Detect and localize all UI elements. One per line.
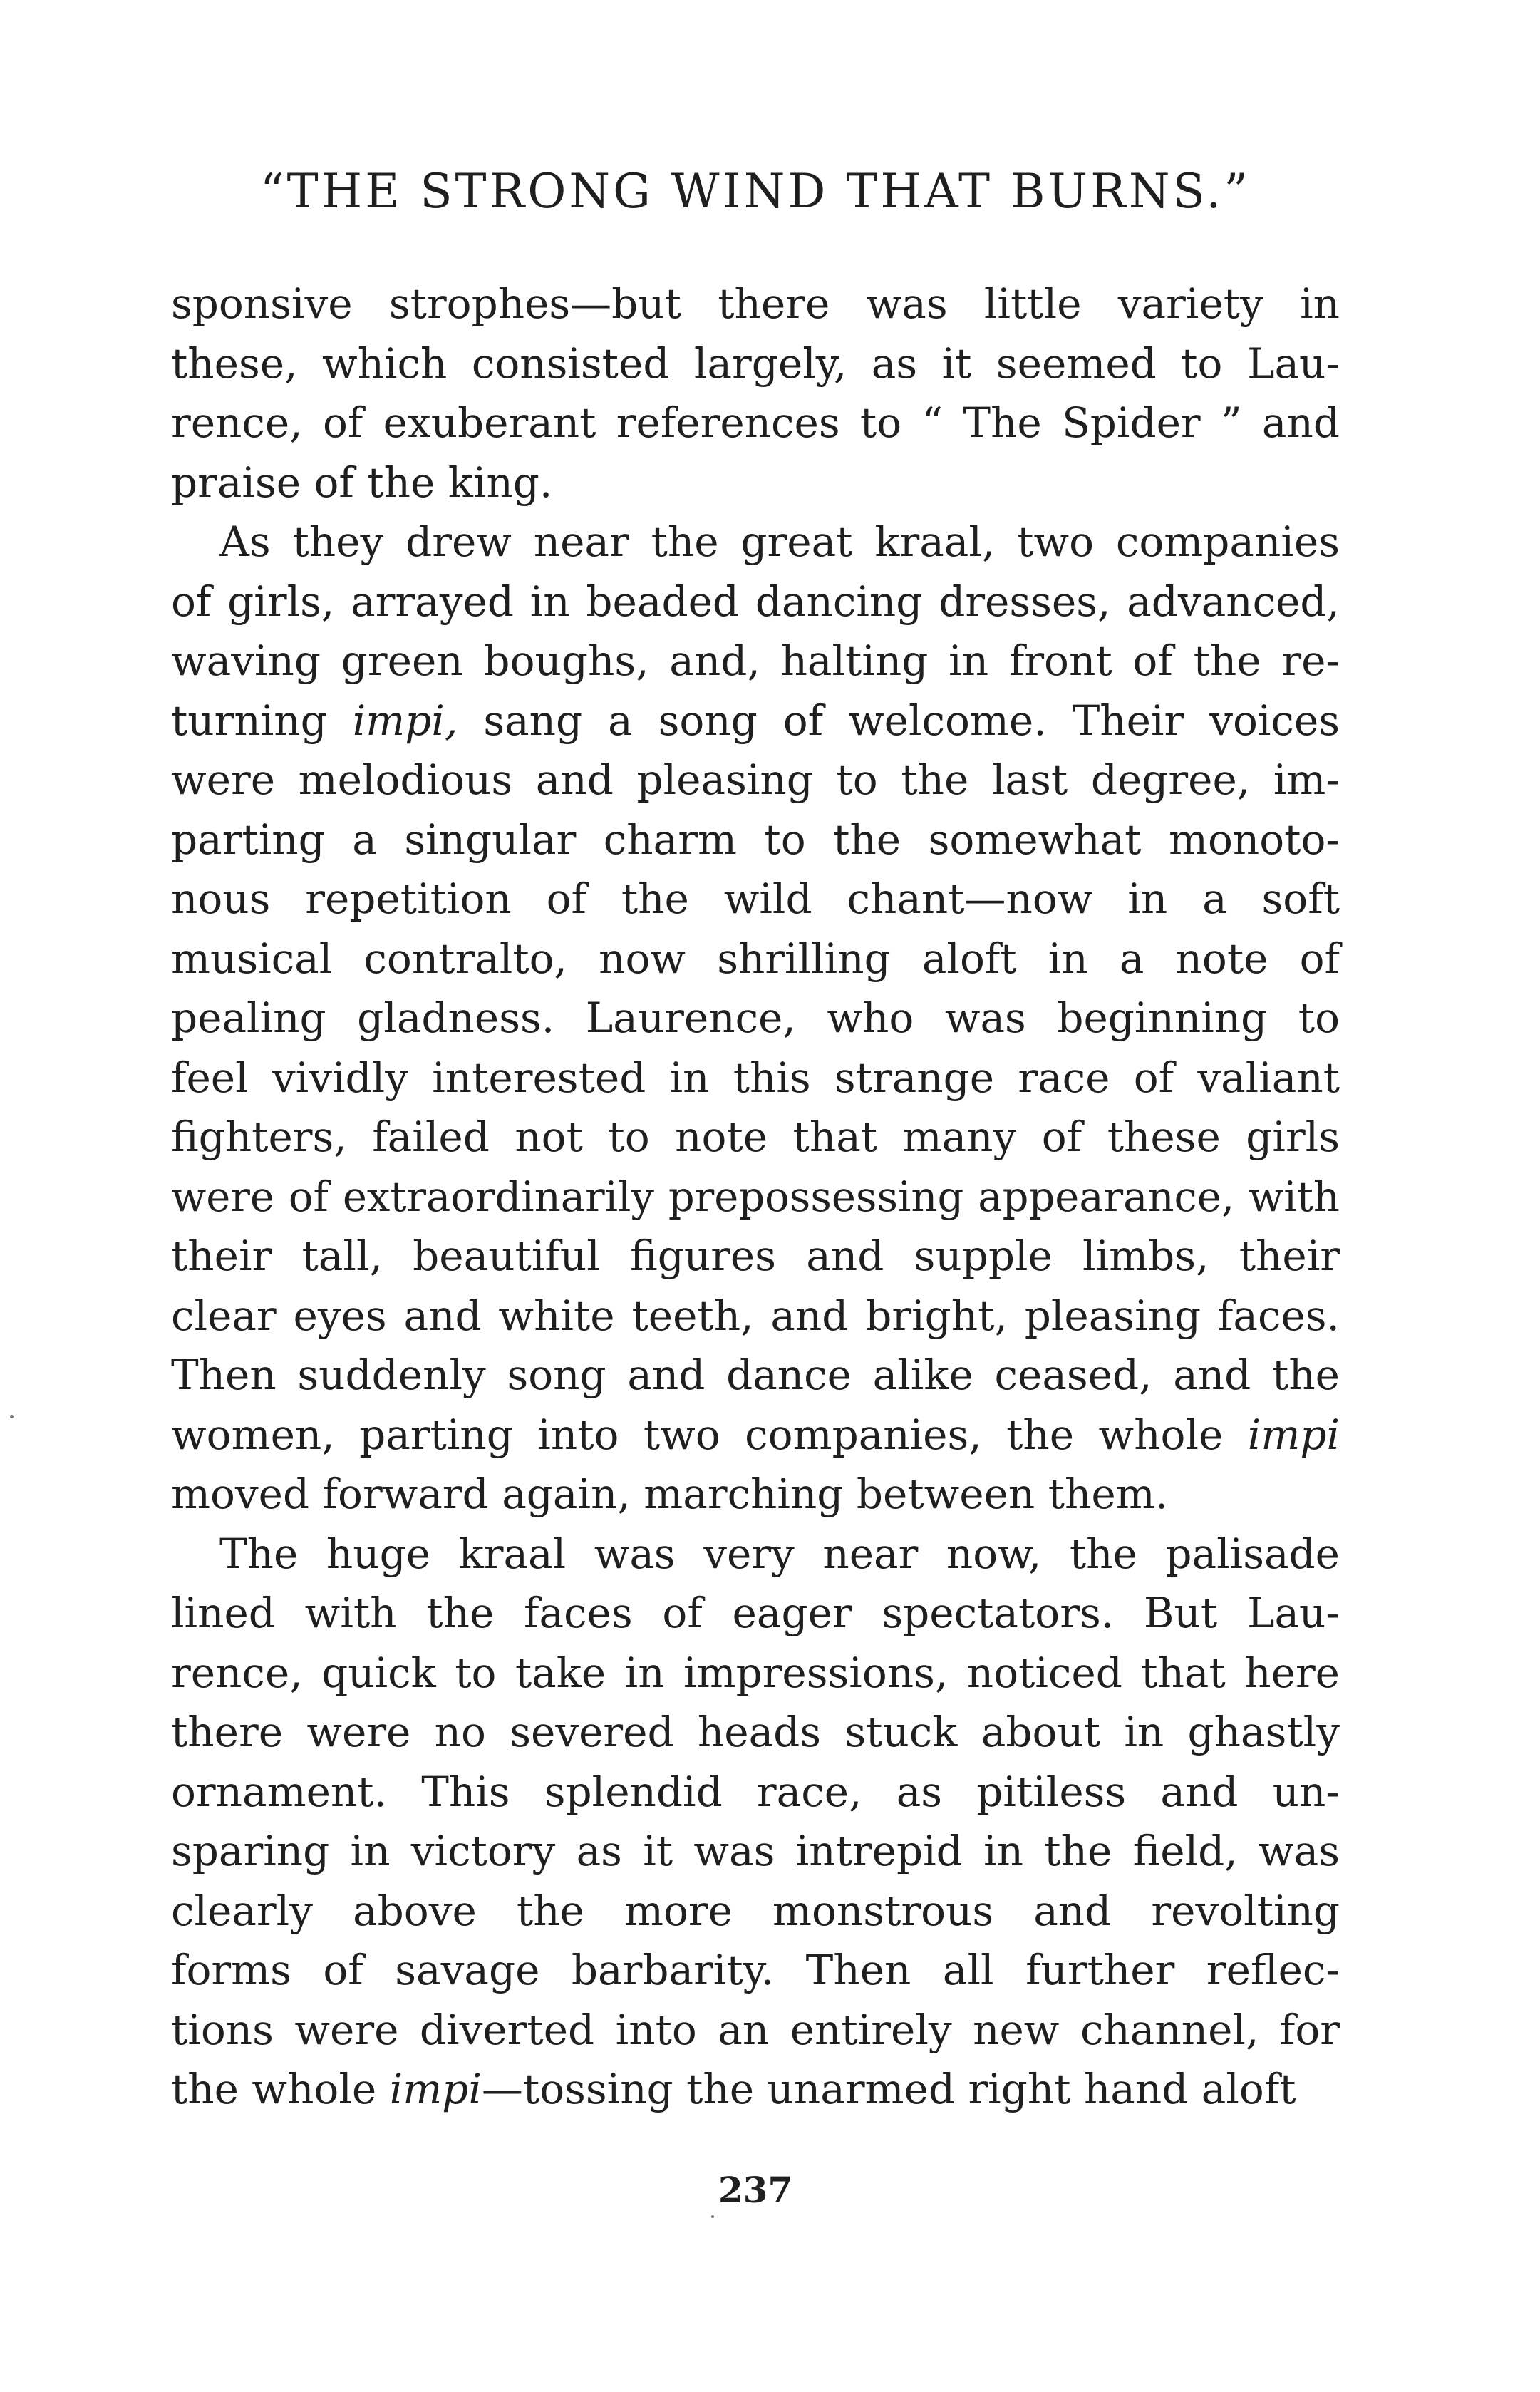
text-line: clear eyes and white teeth, and bright, pleasing faces. — [171, 1291, 1340, 1340]
text-segment: the whole — [171, 2065, 390, 2113]
paper-speck — [10, 1415, 14, 1418]
text-line: their tall, beautiful figures and supple limbs, their — [171, 1232, 1340, 1280]
text-line: Then suddenly song and dance alike ceased, and the — [171, 1351, 1340, 1399]
text-line: sparing in victory as it was intrepid in the field, was — [171, 1827, 1340, 1875]
text-line: praise of the king. — [171, 458, 553, 507]
text-line: were melodious and pleasing to the last degree, im- — [171, 756, 1340, 804]
text-line: these, which consisted largely, as it seemed to Lau- — [171, 339, 1340, 388]
text-line: feel vividly interested in this strange race of valiant — [171, 1053, 1340, 1102]
text-line: forms of savage barbarity. Then all further reflec- — [171, 1946, 1340, 1994]
text-segment: women, parting into two companies, the whole — [171, 1410, 1248, 1459]
text-line: tions were diverted into an entirely new channel, for — [171, 2005, 1340, 2054]
paper-speck — [711, 2215, 714, 2218]
italic-word: impi, — [352, 696, 458, 745]
text-line: lined with the faces of eager spectators. But Lau- — [171, 1589, 1340, 1637]
text-line: waving green boughs, and, halting in front of the re- — [171, 636, 1340, 685]
paragraph — [171, 512, 1340, 1525]
text-line: were of extraordinarily prepossessing appearance, with — [171, 1172, 1340, 1221]
text-line: fighters, failed not to note that many of these girls — [171, 1113, 1340, 1161]
text-line: of girls, arrayed in beaded dancing dresses, advanced, — [171, 577, 1340, 626]
text-line: nous repetition of the wild chant—now in a soft — [171, 875, 1340, 923]
italic-word: impi — [389, 2065, 482, 2113]
text-line — [171, 1406, 1340, 1465]
text-line: sponsive strophes—but there was little variety in — [171, 279, 1340, 328]
text-line: ornament. This splendid race, as pitiless and un- — [171, 1767, 1340, 1816]
text-line: rence, quick to take in impressions, noticed that here — [171, 1648, 1340, 1697]
body-text — [171, 274, 1340, 2120]
text-line — [171, 2060, 1340, 2120]
paragraph — [171, 1525, 1340, 2120]
text-line: As they drew near the great kraal, two companies — [219, 517, 1340, 566]
running-head: “THE STRONG WIND THAT BURNS.” — [259, 164, 1251, 219]
text-segment: sang a song of welcome. Their voices — [458, 696, 1340, 745]
italic-word: impi — [1247, 1410, 1340, 1459]
text-segment: —tossing the unarmed right hand aloft — [481, 2065, 1296, 2113]
text-line: The huge kraal was very near now, the palisade — [219, 1529, 1340, 1578]
page-number: 237 — [718, 2169, 793, 2211]
text-line: musical contralto, now shrilling aloft in a note of — [171, 934, 1340, 983]
text-segment: turning — [171, 696, 353, 745]
text-line: rence, of exuberant references to “ The Spider ” and — [171, 398, 1340, 447]
text-line — [171, 691, 1340, 751]
text-line: moved forward again, marching between them. — [171, 1470, 1169, 1518]
paragraph — [171, 274, 1340, 512]
text-line: clearly above the more monstrous and revolting — [171, 1886, 1340, 1935]
text-line: there were no severed heads stuck about in ghastly — [171, 1708, 1340, 1756]
text-line: parting a singular charm to the somewhat monoto- — [171, 815, 1340, 864]
text-line: pealing gladness. Laurence, who was beginning to — [171, 994, 1340, 1042]
